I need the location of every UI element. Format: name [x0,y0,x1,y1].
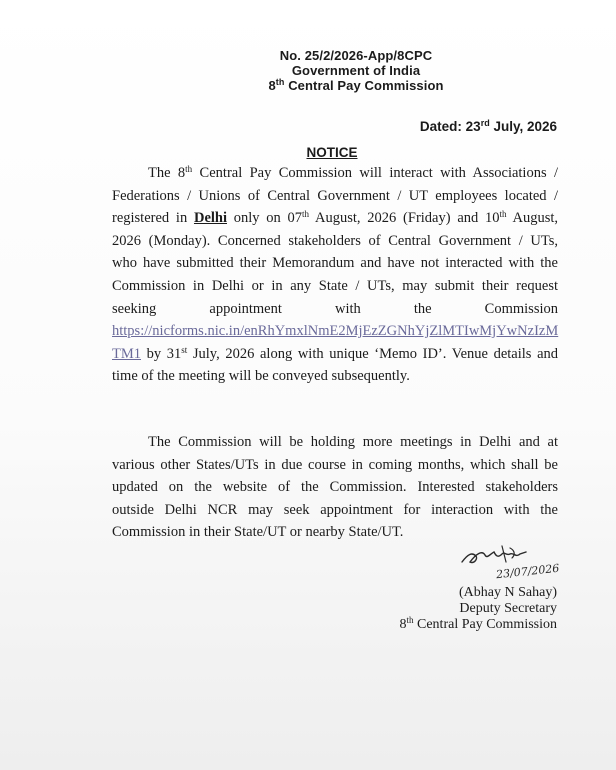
para-line: updated on the website of the Commission. Interested stakeholders [112,479,558,496]
para-line: various other States/UTs in due course in coming months, which shall be [112,456,558,473]
paragraph-future-meetings [112,431,558,544]
date-line: Dated: 23rd July, 2026 [419,118,557,134]
para-line: TM1 by 31st July, 2026 along with unique ‘Memo ID’. Venue details and [112,344,559,362]
handwritten-signature [458,540,568,582]
para-line: 2026 (Monday). Concerned stakeholders of Central Government / UTs, [112,232,558,249]
paragraph-meeting-schedule [112,162,558,388]
para-line: time of the meeting will be conveyed subsequently. [112,368,410,385]
signatory-office: 8th Central Pay Commission [399,615,557,632]
appointment-form-link-tail[interactable]: TM1 [112,345,141,362]
para-line: Federations / Unions of Central Government / UT employees located / [112,187,558,204]
signatory-designation: Deputy Secretary [459,601,557,616]
government-line: Government of India [291,63,421,78]
signatory-name: (Abhay N Sahay) [459,585,557,600]
signatory-block [399,585,557,633]
para-line [112,320,558,343]
letter-header [0,48,616,93]
notice-title: NOTICE [306,145,358,160]
city-delhi: Delhi [193,210,227,227]
para-line: outside Delhi NCR may seek appointment for interaction with the [112,501,558,518]
reference-number: No. 25/2/2026-App/8CPC [279,48,433,63]
appointment-form-link[interactable]: https://nicforms.nic.in/enRhYmxlNmE2MjEzZGNhYjZlMTIwMjYwNzIzM [112,323,559,340]
para-line: Commission in Delhi or in any State / UTs, may submit their request [112,277,558,294]
para-line: seeking appointment with the Commission [112,300,558,317]
commission-line: 8th Central Pay Commission [268,77,444,93]
para-line: who have submitted their Memorandum and have not interacted with the [112,255,558,272]
para-line: The 8th Central Pay Commission will interact with Associations / [148,164,558,181]
signature-date: 23/07/2026 [495,561,560,582]
para-line: Commission in their State/UT or nearby State/UT. [112,524,404,541]
para-line: registered in Delhi only on 07th August, 2026 (Friday) and 10th August, [112,209,559,227]
para-line: The Commission will be holding more meetings in Delhi and at [148,434,558,450]
